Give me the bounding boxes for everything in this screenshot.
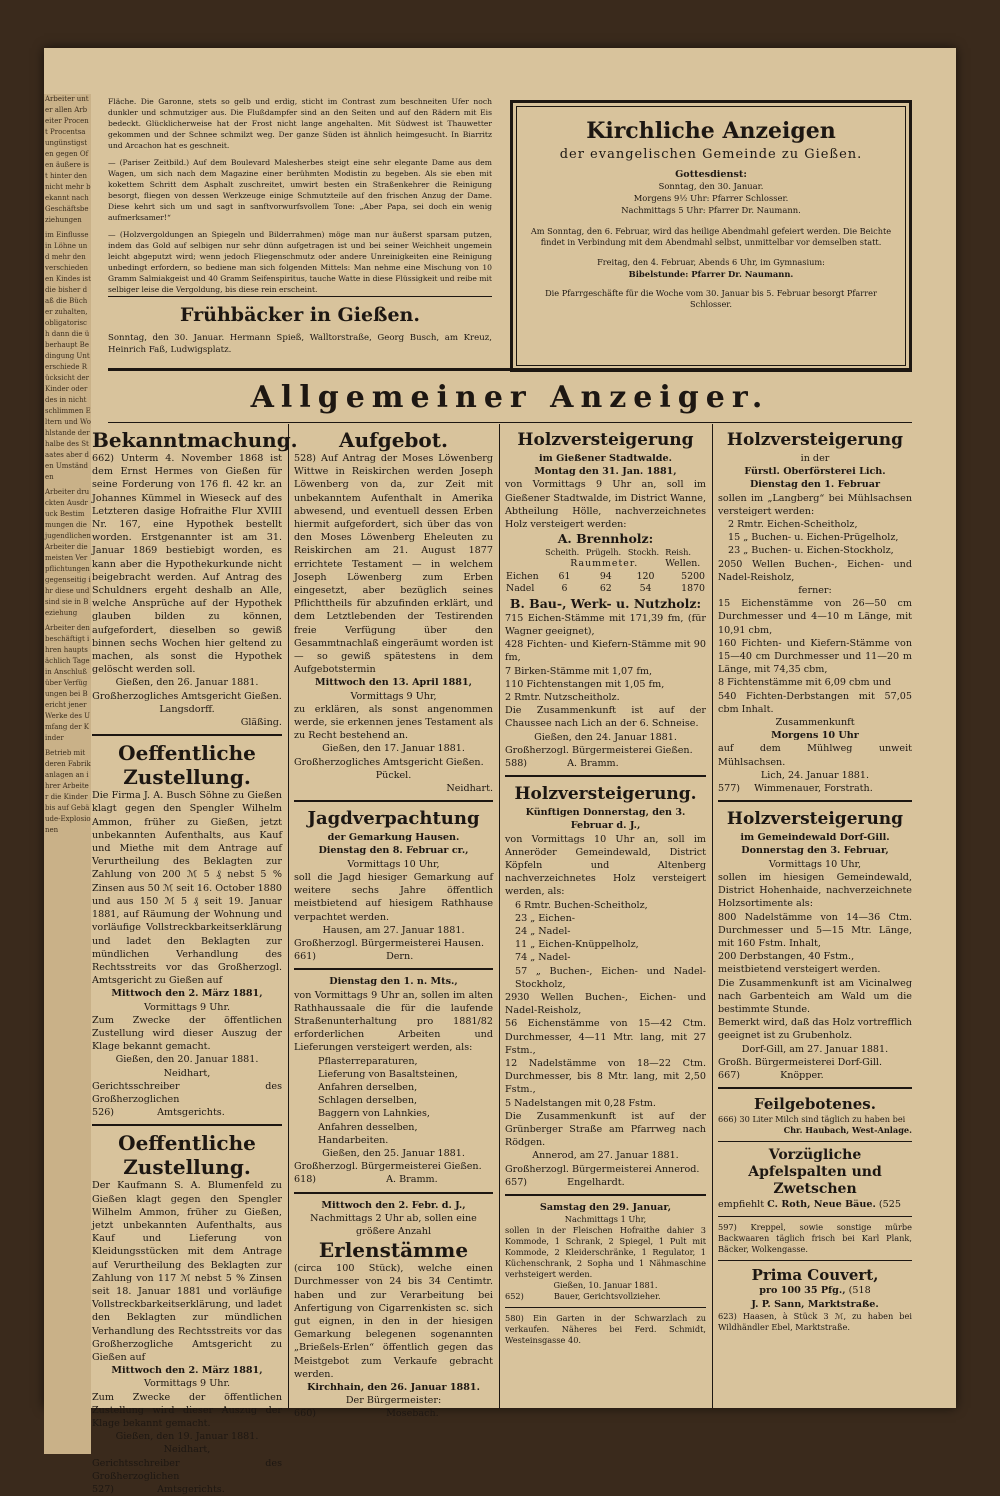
list-item: 74 „ Nadel-: [515, 952, 571, 964]
holz-2-title: Holzversteigerung.: [514, 784, 697, 805]
holz-3-sig: Wimmenauer, Forstrath.: [754, 783, 873, 795]
note-pariser: — (Pariser Zeitbild.) Auf dem Boulevard Malesherbes steigt eine sehr elegante Dame aus dem Wagen, um sich nach dem Magazine einer berühmten Modistin zu begeben. Als sie eben mit kokettem Schritt dem Asphalt zuschreitet, umwirt besten ein Straßenkehrer die Reinigung besorgt, fliegen von dessen Werkzeuge einige Schmutzteile auf den frischen Anzug der Dame. Diese kehrt sich um und sagt in sanftvorwurfsvollem Tone: „Aber Papa, sei doch ein wenig aufmerksamer!“: [108, 158, 492, 222]
strasse-item: Anfahren desselben,: [318, 1121, 418, 1133]
holz-2-sig: Engelhardt.: [567, 1176, 625, 1188]
kirchliche-title: Kirchliche Anzeigen: [586, 118, 836, 144]
zustellung-1-text2: Zum Zwecke der öffentlichen Zustellung wird dieser Auszug der Klage bekannt gemacht.: [92, 1014, 282, 1053]
holz-4-text: sollen im hiesigen Gemeindewald, District Hohenhaide, nachverzeichnete Holzsortimente als:: [718, 871, 912, 910]
column-1: [92, 428, 298, 1496]
holz-4-text2: Die Zusammenkunft ist am Vicinalweg nach Garbenteich am Wald um die bestimmte Stunde.: [718, 977, 912, 1015]
pfarrgeschaefte-text: Die Pfarrgeschäfte für die Woche vom 30. Januar bis 5. Februar besorgt Pfarrer Schlosser.: [545, 288, 877, 309]
prev-text-1: Arbeiter unter allen Arbeiter Procent Procentsa ungünstigsten gegen Ofen äußere ist hinter den nicht mehr bekannt nach Geschäftsbeziehungen: [45, 95, 91, 224]
table-header: Reish.: [665, 547, 692, 558]
previous-page-edge: [44, 94, 91, 1454]
table-cell: 5200: [681, 570, 705, 582]
table-row: [505, 583, 706, 596]
zustellung-1-date: Gießen, den 20. Januar 1881.: [115, 1054, 259, 1066]
table-cell: 94: [599, 570, 612, 582]
strasse-text: von Vormittags 9 Uhr an, sollen im alten Rathhaussaale die für die laufende Straßenunterhaltung pro 1881/82 erforderlichen Arbeiten und Lieferungen versteigert werden, als:: [294, 989, 493, 1054]
table-header: Stockh.: [627, 547, 660, 558]
list-item: 23 „ Eichen-: [515, 912, 575, 924]
holz-1-nutzholz: B. Bau-, Werk- u. Nutzholz:: [509, 595, 702, 611]
holz-3-meet: Zusammenkunft: [775, 717, 855, 729]
zustellung-1-office2: Amtsgerichts.: [157, 1107, 225, 1119]
strasse-item: Schlagen derselben,: [318, 1095, 418, 1107]
aufgebot-title: Aufgebot.: [339, 428, 448, 452]
holz-1-brennholz: A. Brennholz:: [557, 531, 654, 547]
jagd-subtitle: der Gemarkung Hausen.: [327, 832, 460, 844]
gottesdienst-date: Sonntag, den 30. Januar.: [658, 181, 764, 191]
list-item: 23 „ Buchen- u. Eichen-Stockholz,: [728, 545, 894, 557]
zustellung-1-time: Vormittags 9 Uhr.: [143, 1001, 231, 1013]
fruehbaecker-title: Frühbäcker in Gießen.: [180, 304, 420, 326]
erlen-text: Nachmittags 2 Uhr ab, sollen eine größere Anzahl: [310, 1212, 477, 1237]
holz-1-office: Großherzogl. Bürgermeisterei Gießen.: [505, 744, 693, 756]
list-item: 11 „ Eichen-Knüppelholz,: [515, 939, 639, 951]
column-divider-1: [288, 424, 289, 1408]
bekanntmachung-title: Bekanntmachung.: [92, 428, 298, 452]
feil-milch-who: Chr. Haubach, West-Anlage.: [783, 1125, 912, 1136]
zustellung-1-text: Die Firma J. A. Busch Söhne zu Gießen klagt gegen den Spengler Wilhelm Ammon, früher zu Gießen, jetzt unbekannten Aufenthalts, aus Kauf und Miethe mit dem Antrage auf Verurtheilung des Beklagten zur Zahlung von 200 ℳ 5 ₰ nebst 5 % Zinsen aus 50 ℳ seit 16. October 1880 und aus 150 ℳ 5 ₰ seit 19. Januar 1881, auf Räumung der Wohnung und vorläufige Vollstreckbarkeitserklärung und ladet den Beklagten zur mündlichen Verhandlung des Rechtsstreits vor das Großherzogl. Amtsgericht zu Gießen auf: [92, 790, 282, 987]
holz-3-title: Holzversteigerung: [726, 430, 904, 450]
zustellung-2-text2: Zum Zwecke der öffentlichen Zustellung wird dieser Auszug der Klage bekannt gemacht.: [92, 1391, 282, 1429]
table-header: Raummeter.: [570, 558, 639, 570]
feil-milch: 666) 30 Liter Milch sind täglich zu haben bei: [718, 1114, 906, 1125]
zustellung-2-sig: Neidhart,: [163, 1444, 211, 1456]
aufgebot-sig2: Neidhart.: [446, 783, 493, 795]
fruehbaecker-text: Sonntag, den 30. Januar. Hermann Spieß, Walltorstraße, Georg Busch, am Kreuz, Heinrich Faß, Ludwigsplatz.: [108, 333, 492, 355]
jagd-term: Dienstag den 8. Februar cr.,: [318, 845, 469, 857]
holz-1-text: von Vormittags 9 Uhr an, soll im Gießener Stadtwalde, im District Wanne, Abtheilung Hölle, nachverzeichnetes Holz versteigert werden:: [505, 479, 706, 531]
holz-1-subtitle: im Gießener Stadtwalde.: [539, 453, 672, 464]
column-2: [294, 428, 493, 1421]
haasen-notice: 623) Haasen, à Stück 3 ℳ, zu haben bei Wildhändler Ebel, Marktstraße.: [718, 1310, 912, 1332]
zustellung-2-title: Oeffentliche Zustellung.: [118, 1131, 256, 1180]
list-item: 160 Fichten- und Kiefern-Stämme von 15—40 cm Durchmesser und 11—20 m Länge, mit 74,35 cbm,: [718, 637, 912, 676]
holz-2-text2: Die Zusammenkunft ist auf der Grünberger Straße am Pfarrweg nach Rödgen.: [505, 1110, 706, 1149]
list-item: 2 Rmtr. Eichen-Scheitholz,: [728, 519, 858, 531]
list-item: 7 Birken-Stämme mit 1,07 fm,: [505, 665, 653, 677]
column-3: [505, 428, 706, 1346]
list-item: meistbietend versteigert werden.: [718, 964, 881, 976]
bibelstunde-date: Freitag, den 4. Februar, Abends 6 Uhr, im Gymnasium:: [597, 257, 825, 267]
jagd-date: Hausen, am 27. Januar 1881.: [322, 924, 465, 936]
jagd-title: Jagdverpachtung: [307, 808, 480, 830]
prev-text-4: Arbeiter den beschäftigt ihren hauptsächlich Tage in Anschluß über Verfügungen bei Bericht jener Werke des Umfang der Kinder: [45, 624, 91, 742]
main-title: Allgemeiner Anzeiger.: [250, 380, 770, 415]
column-4: [718, 428, 912, 1333]
holz-3-number: 577): [718, 783, 741, 795]
holz-3-meet-place: auf dem Mühlweg unweit Mühlsachsen.: [718, 743, 912, 768]
apfel-title: Vorzügliche Apfelspalten und Zwetschen: [748, 1147, 882, 1198]
table-cell: 120: [636, 570, 655, 582]
list-item: 15 „ Buchen- u. Eichen-Prügelholz,: [728, 532, 899, 544]
bekanntmachung-sig2: Gläßing.: [240, 717, 282, 729]
strasse-item: Pflasterreparaturen,: [318, 1055, 418, 1067]
jagd-sig: Dern.: [386, 951, 414, 963]
holz-1-sig: A. Bramm.: [567, 757, 619, 769]
zustellung-2-text: Der Kaufmann S. A. Blumenfeld zu Gießen klagt gegen den Spengler Wilhelm Ammon, früher zu Gießen, jetzt unbekannten Aufenthalts, aus Kauf und Lieferung von Kleidungsstücken mit dem Antrage auf Verurtheilung des Beklagten zur Zahlung von 117 ℳ nebst 5 % Zinsen seit 18. Januar 1881 und vorläufige Vollstreckbarkeitserklärung, und ladet den Beklagten zur mündlichen Verhandlung des Rechtsstreits vor das Großherzogliche Amtsgericht zu Gießen auf: [92, 1180, 282, 1363]
column-divider-3: [712, 424, 713, 1408]
holz-4-office: Großh. Bürgermeisterei Dorf-Gill.: [718, 1056, 883, 1068]
list-item: 540 Fichten-Derbstangen mit 57,05 cbm Inhalt.: [718, 690, 912, 715]
jagd-number: 661): [294, 951, 317, 963]
strasse-date: Gießen, den 25. Januar 1881.: [322, 1147, 465, 1159]
table-cell: 1870: [681, 583, 705, 595]
holz-2-date: Annerod, am 27. Januar 1881.: [532, 1150, 679, 1162]
holz-2-office: Großherzogl. Bürgermeisterei Annerod.: [505, 1163, 700, 1175]
holz-4-date: Dorf-Gill, am 27. Januar 1881.: [741, 1043, 889, 1055]
erlen-term: Mittwoch den 2. Febr. d. J.,: [321, 1199, 466, 1211]
zustellung-2-term: Mittwoch den 2. März 1881,: [111, 1365, 263, 1377]
holz-2-number: 657): [505, 1176, 528, 1188]
zustellung-2-time: Vormittags 9 Uhr.: [143, 1378, 231, 1390]
divider: [108, 296, 492, 297]
strasse-office: Großherzogl. Bürgermeisterei Gießen.: [294, 1161, 482, 1173]
section-rule: [108, 368, 912, 371]
strasse-term: Dienstag den 1. n. Mts.,: [329, 976, 458, 988]
list-item: 5 Nadelstangen mit 0,28 Fstm.: [505, 1097, 656, 1109]
zustellung-2-date: Gießen, den 19. Januar 1881.: [115, 1431, 259, 1443]
fleisch-term: Samstag den 29. Januar,: [539, 1202, 672, 1214]
holz-1-term: Montag den 31. Jan. 1881,: [534, 466, 677, 478]
feil-title: Feilgebotenes.: [754, 1095, 876, 1114]
holz-4-number: 667): [718, 1069, 741, 1081]
zustellung-1-title: Oeffentliche Zustellung.: [118, 741, 256, 790]
jagd-text: soll die Jagd hiesiger Gemarkung auf weitere sechs Jahre öffentlich meistbietend auf hiesigem Rathhause verpachtet werden.: [294, 871, 493, 923]
holz-2-term: Künftigen Donnerstag, den 3. Februar d. J.,: [525, 807, 686, 832]
holz-3-term: Dienstag den 1. Februar: [749, 479, 881, 491]
prev-text-3: Arbeiter druckten Ausdruck Bestimmungen die jugendlichen Arbeiter die meisten Verpflichtungen gegenseitig ihr diese und sind sie in Beziehung: [45, 488, 91, 617]
erlen-sig: Mosebach.: [386, 1408, 439, 1420]
column-divider-2: [499, 424, 500, 1408]
holz-1-table: [505, 547, 706, 596]
zustellung-2-office2: Amtsgerichts.: [157, 1484, 225, 1496]
list-item: 57 „ Buchen-, Eichen- und Nadel-Stockholz,: [515, 965, 706, 990]
fleisch-number: 652): [505, 1291, 524, 1302]
bekanntmachung-court: Großherzogliches Amtsgericht Gießen.: [92, 690, 282, 702]
holz-2-text: von Vormittags 10 Uhr an, soll im Anneröder Gemeindewald, District Köpfeln und Altenberg nachverzeichnetes Holz versteigert werden, als:: [505, 833, 706, 898]
note-holzvergoldung: — (Holzvergoldungen an Spiegeln und Bilderrahmen) möge man nur äußerst sparsam putzen, indem das Gold auf selbigen nur sehr dünn aufgetragen ist und bei seiner Weichheit ungemein leicht abgeputzt wird; wenn jedoch Fliegenschmutz oder andere Unreinigkeiten eine Reinigung unbedingt erfordern, so bediene man sich folgenden Mittels: Man nehme eine Mischung von 10 Gramm Salmiakgeist und 40 Gramm Seifenspiritus, tauche Watte in diese Flüssigkeit und reibe mit selbiger leise die Vergoldung, bis diese rein erscheint.: [108, 230, 492, 294]
list-item: 56 Eichenstämme von 15—42 Ctm. Durchmesser, 4—11 Mtr. lang, mit 27 Fstm.,: [505, 1018, 706, 1056]
strasse-item: Anfahren derselben,: [318, 1081, 418, 1093]
table-cell: 61: [558, 570, 571, 582]
zustellung-2-office: Gerichtsschreiber des Großherzoglichen: [92, 1457, 282, 1482]
table-cell: 6: [561, 583, 568, 595]
jagd-time: Vormittags 10 Uhr,: [347, 858, 440, 870]
kirchliche-subtitle: der evangelischen Gemeinde zu Gießen.: [559, 147, 863, 162]
gottesdienst-afternoon: Nachmittags 5 Uhr: Pfarrer Dr. Naumann.: [621, 205, 801, 215]
couvert-who: J. P. Sann, Marktstraße.: [751, 1298, 879, 1310]
couvert-price: pro 100 35 Pfg.,: [759, 1285, 846, 1297]
bekanntmachung-sig1: Langsdorff.: [159, 703, 215, 715]
holz-4-text3: Bemerkt wird, daß das Holz vortrefflich geeignet ist zu Grubenholz.: [718, 1017, 912, 1042]
list-item: 800 Nadelstämme von 14—36 Ctm. Durchmesser und 5—15 Mtr. Länge, mit 160 Fstm. Inhalt,: [718, 911, 912, 949]
holz-3-in: in der: [800, 453, 830, 464]
holz-3-subtitle: Fürstl. Oberförsterei Lich.: [744, 466, 886, 478]
holz-4-sig: Knöpper.: [780, 1069, 824, 1081]
holz-4-title: Holzversteigerung: [726, 809, 904, 830]
list-item: 715 Eichen-Stämme mit 171,39 fm, (für Wagner geeignet),: [505, 612, 706, 637]
table-cell: 54: [639, 583, 652, 595]
holz-3-meet-time: Morgens 10 Uhr: [771, 730, 859, 742]
fleisch-sig: Bauer, Gerichtsvollzieher.: [553, 1291, 661, 1302]
strasse-item: Handarbeiten.: [318, 1134, 389, 1146]
fruehbaecker-notice: [108, 302, 492, 356]
table-header: Wellen.: [665, 558, 701, 570]
erlen-number: 660): [294, 1408, 317, 1420]
list-item: 12 Nadelstämme von 18—22 Ctm. Durchmesser, bis 8 Mtr. lang, mit 2,50 Fstm.,: [505, 1058, 706, 1096]
table-header: Prügelh.: [585, 547, 622, 558]
top-notes: [108, 96, 492, 301]
holz-1-text2: Die Zusammenkunft ist auf der Chaussee nach Lich an der 6. Schneise.: [505, 705, 706, 730]
fleisch-time: Nachmittags 1 Uhr,: [564, 1214, 647, 1225]
zustellung-1-sig: Neidhart,: [163, 1067, 211, 1079]
aufgebot-sig1: Pückel.: [375, 769, 412, 781]
bekanntmachung-text: 662) Unterm 4. November 1868 ist dem Ernst Hermes von Gießen für seine Forderung von 176 fl. 42 kr. an Johannes Kümmel in Wieseck auf des Letzteren dasige Hofraithe Flur XVIII Nr. 167, eine Hypothek bestellt worden. Erstgenannter ist am 31. Januar 1869 bestiebigt worden, es kann aber die Hypothekurkunde nicht beigebracht werden. Auf Antrag des Schuldners ergeht deshalb an Alle, welche Ansprüche auf der Hypothek glauben bilden zu können, aufgefordert, dieselben so gewiß binnen sechs Wochen hier geltend zu machen, als sonst die Hypothek gelöscht werden soll.: [92, 453, 282, 676]
title-rule: [108, 422, 912, 423]
holz-1-number: 588): [505, 757, 528, 769]
zustellung-1-office: Gerichtsschreiber des Großherzoglichen: [92, 1080, 282, 1105]
fleisch-text: sollen in der Fleischen Hofraithe dahier 3 Kommode, 1 Schrank, 2 Spiegel, 1 Pult mit Kommode, 2 Kleiderschränke, 1 Regulator, 1 Küchenschrank, 2 Sopha und 1 Nähmaschine verhsteigert werden.: [505, 1225, 706, 1280]
apfel-number: (525: [878, 1199, 901, 1211]
holz-1-date: Gießen, den 24. Januar 1881.: [534, 731, 677, 743]
table-cell: 62: [599, 583, 612, 595]
table-row: [505, 571, 706, 584]
erlen-title: Erlenstämme: [318, 1238, 469, 1263]
strasse-item: Baggern von Lahnkies,: [318, 1108, 430, 1120]
holz-3-date: Lich, 24. Januar 1881.: [760, 769, 870, 781]
prev-text-5: Betrieb mit deren Fabrikanlagen an ihrer Arbeiter die Kinder bis auf Gebäude-Explosionen: [45, 749, 91, 834]
list-item: 428 Fichten- und Kiefern-Stämme mit 90 fm,: [505, 639, 706, 664]
newspaper-page: [44, 48, 956, 1496]
aufgebot-text: 528) Auf Antrag der Moses Löwenberg Wittwe in Reiskirchen werden Joseph Löwenberg von da, zur Zeit mit unbekanntem Aufenthalt in Amerika abwesend, und eventuell dessen Erben hiermit aufgefordert, sich über das von den Moses Löwenberg Eheleuten zu Reiskirchen am 21. August 1877 errichtete Testament — in welchem Joseph Löwenberg zum Erben eingesetzt, aber bezüglich seines Pflichttheils für abzufinden erklärt, und dem Letztlebenden der Testirenden freie Verfügung über den Gesammtnachlaß eingeräumt worden ist — so gewiß spätestens in dem Aufgebotstermin: [294, 453, 493, 676]
zustellung-1-number: 526): [92, 1107, 115, 1119]
prev-text-2: im Einflusse in Löhne und mehr den verschiedenen Kindes ist die bisher daß die Bücher zuhalten, obligatorisch dann die überhaupt Bedingung Unterschiede Rücksicht der Kinder oder des in nicht schlimmen Eltern und Wohlstande der halbe des Staates aber den Umständen: [45, 231, 91, 481]
list-item: 110 Fichtenstangen mit 1,05 fm,: [505, 678, 665, 690]
list-item: 200 Derbstangen, 40 Fstm.,: [718, 951, 855, 963]
strasse-item: Lieferung von Basaltsteinen,: [318, 1068, 458, 1080]
list-item: 2 Rmtr. Nutzscheitholz.: [505, 691, 620, 703]
kirchliche-box: [510, 100, 912, 372]
aufgebot-text2: zu erklären, als sonst angenommen werde, sie erkennen jenes Testament als zu Recht bestehend an.: [294, 703, 493, 742]
gottesdienst-morning: Morgens 9½ Uhr: Pfarrer Schlosser.: [633, 193, 789, 203]
aufgebot-date: Gießen, den 17. Januar 1881.: [322, 743, 465, 755]
bibelstunde-text: Bibelstunde: Pfarrer Dr. Naumann.: [628, 269, 794, 279]
table-cell: Eichen: [506, 570, 539, 582]
holz-1-title: Holzversteigerung: [517, 430, 694, 450]
garten-notice: 580) Ein Garten in der Schwarzlach zu verkaufen. Näheres bei Ferd. Schmidt, Westeinsgasse 40.: [505, 1313, 706, 1346]
holz-4-term: Donnerstag den 3. Februar,: [741, 845, 889, 857]
list-item: 15 Eichenstämme von 26—50 cm Durchmesser und 4—10 m Länge, mit 10,91 cbm,: [718, 598, 912, 636]
jagd-office: Großherzogl. Bürgermeisterei Hausen.: [294, 937, 485, 949]
list-item: ferner:: [798, 585, 832, 597]
list-item: 6 Rmtr. Buchen-Scheitholz,: [515, 899, 648, 911]
aufgebot-court: Großherzogliches Amtsgericht Gießen.: [294, 756, 484, 768]
erlen-date: Kirchhain, den 26. Januar 1881.: [307, 1382, 480, 1393]
holz-4-time: Vormittags 10 Uhr,: [768, 858, 862, 870]
apfel-text: empfiehlt: [718, 1199, 765, 1211]
table-cell: Nadel: [506, 583, 535, 595]
erlen-text2: (circa 100 Stück), welche einen Durchmesser von 24 bis 34 Centimtr. haben und zur Verarbeitung bei Anfertigung von Cigarrenkisten sc. sich gut eignen, in den in der hiesigen Gemarkung belegenen sogenannten „Brießels-Erlen“ öffentlich gegen das Meistgebot zum Verkaufe gebracht werden.: [294, 1263, 493, 1380]
list-item: 2050 Wellen Buchen-, Eichen- und Nadel-Reisholz,: [718, 558, 912, 583]
bekanntmachung-date: Gießen, den 26. Januar 1881.: [115, 677, 259, 689]
zustellung-1-term: Mittwoch den 2. März 1881,: [111, 988, 263, 1000]
kreppel-notice: 597) Kreppel, sowie sonstige mürbe Backwaaren täglich frisch bei Karl Plank, Bäcker, Wolkengasse.: [718, 1222, 912, 1255]
strasse-number: 618): [294, 1174, 317, 1186]
holz-4-subtitle: im Gemeindewald Dorf-Gill.: [740, 832, 890, 844]
list-item: 8 Fichtenstämme mit 6,09 cbm und: [718, 677, 892, 689]
aufgebot-term: Mittwoch den 13. April 1881,: [315, 677, 472, 689]
holz-3-text: sollen im „Langberg“ bei Mühlsachsen versteigert werden:: [718, 492, 912, 517]
fleisch-date: Gießen, 10. Januar 1881.: [553, 1280, 658, 1291]
gottesdienst-label: Gottesdienst:: [675, 169, 747, 180]
strasse-sig: A. Bramm.: [386, 1174, 438, 1186]
erlen-office: Der Bürgermeister:: [345, 1395, 442, 1407]
apfel-who: C. Roth, Neue Bäue.: [767, 1199, 876, 1211]
list-item: 2930 Wellen Buchen-, Eichen- und Nadel-Reisholz,: [505, 992, 706, 1017]
aufgebot-time: Vormittags 9 Uhr,: [350, 690, 437, 702]
couvert-number: (518: [848, 1285, 871, 1297]
note-garonne: Fläche. Die Garonne, stets so gelb und erdig, sticht im Contrast zum beschneiten Ufer noch dunkler und schmutziger aus. Die Flußdampfer sind an den Seiten und auf den Rädern mit Eis bedeckt. Glücklicherweise hat der Frost nicht lange angehalten. Mit Südwest ist Thauwetter gekommen und der Schnee schmilzt weg. Der ganze Süden ist ähnlich heimgesucht. In Biarritz und Arcachon hat es geschneit.: [108, 97, 492, 150]
abendmahl-text: Am Sonntag, den 6. Februar, wird das heilige Abendmahl gefeiert werden. Die Beichte findet in Verbindung mit dem Abendmahl selbst, unmittelbar vor demselben statt.: [530, 226, 892, 247]
zustellung-2-number: 527): [92, 1484, 115, 1496]
table-header: Scheith.: [545, 547, 580, 558]
couvert-title: Prima Couvert,: [751, 1266, 879, 1285]
list-item: 24 „ Nadel-: [515, 925, 571, 937]
